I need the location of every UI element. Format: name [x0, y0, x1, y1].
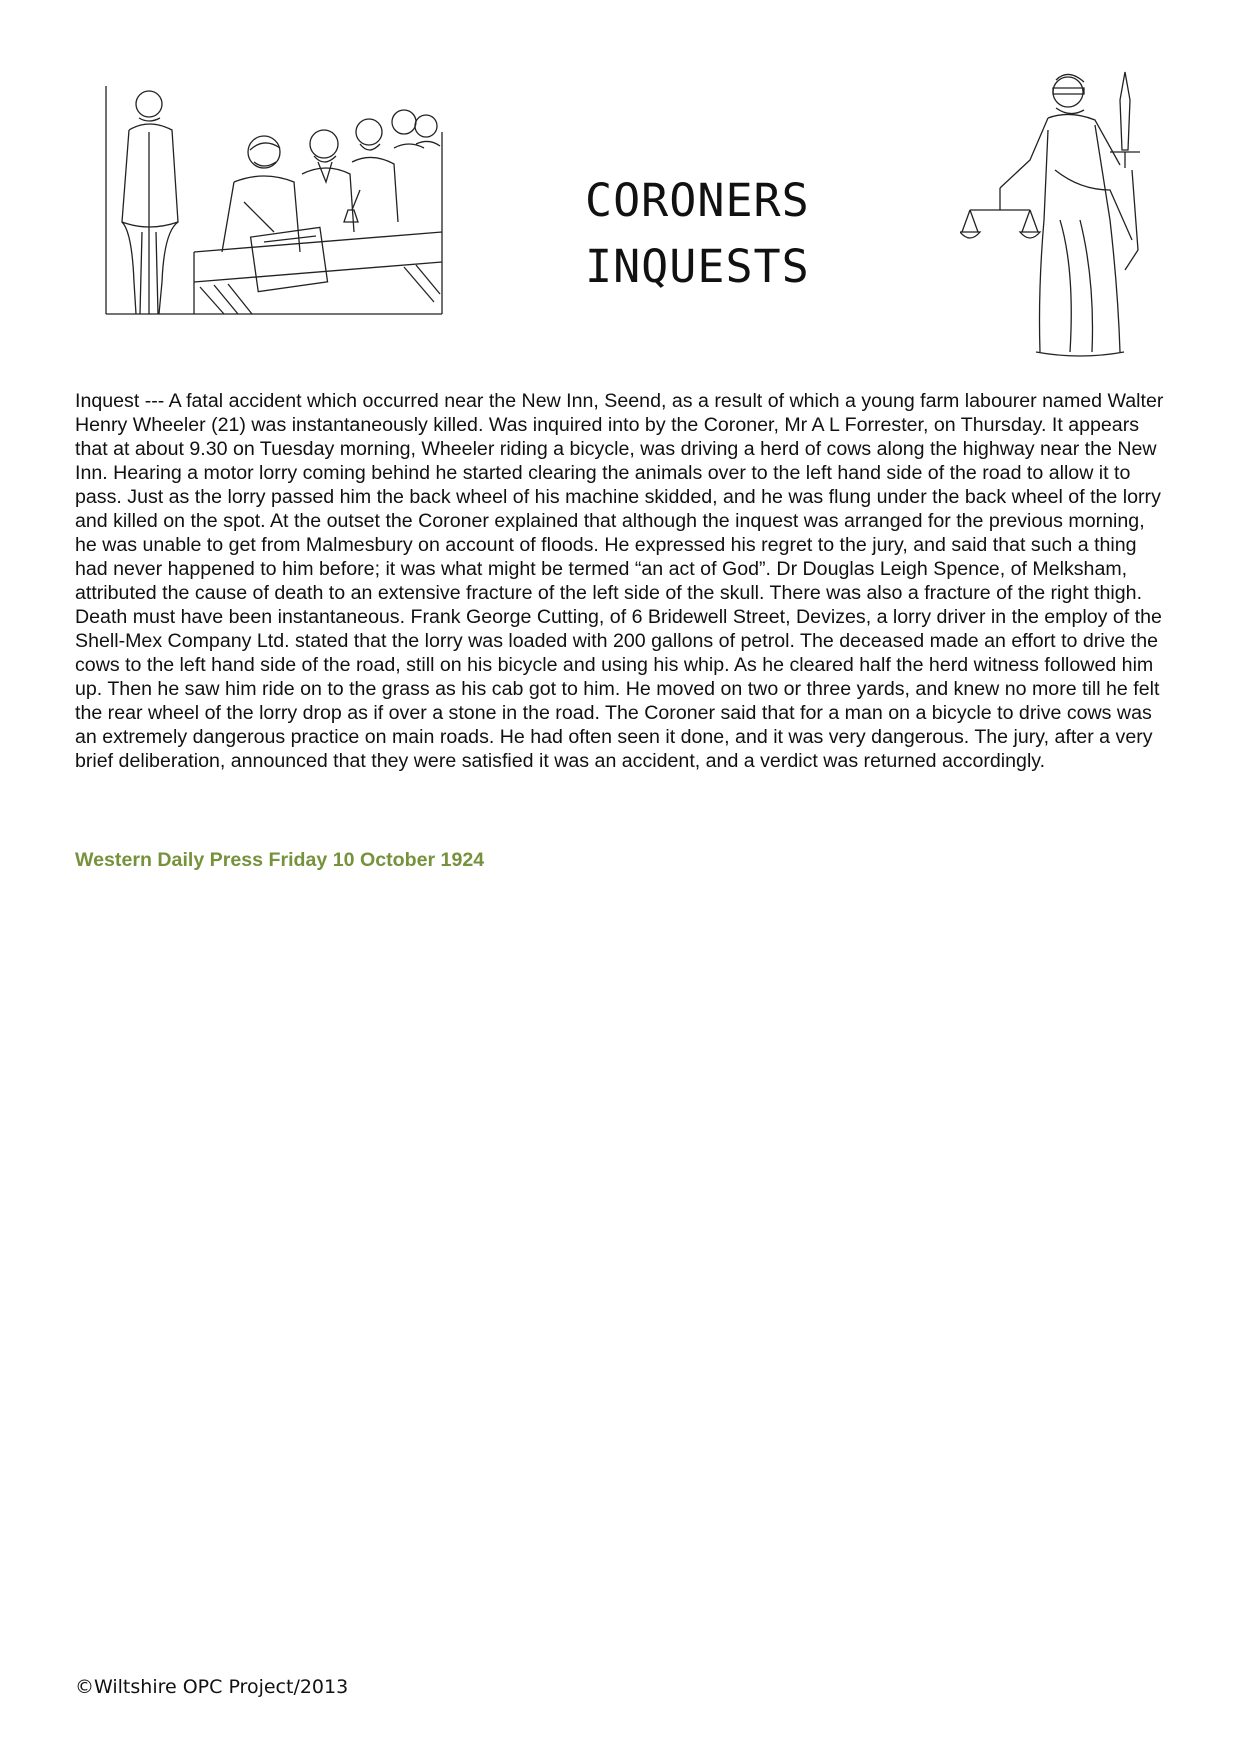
title-line-2: INQUESTS	[585, 240, 810, 293]
page-title	[585, 168, 810, 300]
lady-justice-icon	[960, 70, 1140, 362]
title-line-1: CORONERS	[585, 174, 810, 227]
copyright-footer: ©Wiltshire OPC Project/2013	[75, 1676, 349, 1698]
article-source: Western Daily Press Friday 10 October 1924	[75, 849, 485, 871]
courtroom-sketch-icon	[104, 82, 444, 320]
article-body: Inquest --- A fatal accident which occurred near the New Inn, Seend, as a result of which a young farm labourer named Walter Henry Wheeler (21) was instantaneously killed. Was inquired into by the Coroner, Mr A L Forrester, on Thursday. It appears that at about 9.30 on Tuesday morning, Wheeler riding a bicycle, was driving a herd of cows along the highway near the New Inn. Hearing a motor lorry coming behind he started clearing the animals over to the left hand side of the road to allow it to pass. Just as the lorry passed him the back wheel of his machine skidded, and he was flung under the back wheel of the lorry and killed on the spot. At the outset the Coroner explained that although the inquest was arranged for the previous morning, he was unable to get from Malmesbury on account of floods. He expressed his regret to the jury, and said that such a thing had never happened to him before; it was what might be termed “an act of God”. Dr Douglas Leigh Spence, of Melksham, attributed the cause of death to an extensive fracture of the left side of the skull. There was also a fracture of the right thigh. Death must have been instantaneous. Frank George Cutting, of 6 Bridewell Street, Devizes, a lorry driver in the employ of the Shell-Mex Company Ltd. stated that the lorry was loaded with 200 gallons of petrol. The deceased made an effort to drive the cows to the left hand side of the road, still on his bicycle and using his whip. As he cleared half the herd witness followed him up. Then he saw him ride on to the grass as his cab got to him. He moved on two or three yards, and knew no more till he felt the rear wheel of the lorry drop as if over a stone in the road. The Coroner said that for a man on a bicycle to drive cows was an extremely dangerous practice on main roads. He had often seen it done, and it was very dangerous. The jury, after a very brief deliberation, announced that they were satisfied it was an accident, and a verdict was returned accordingly.	[75, 390, 1164, 772]
